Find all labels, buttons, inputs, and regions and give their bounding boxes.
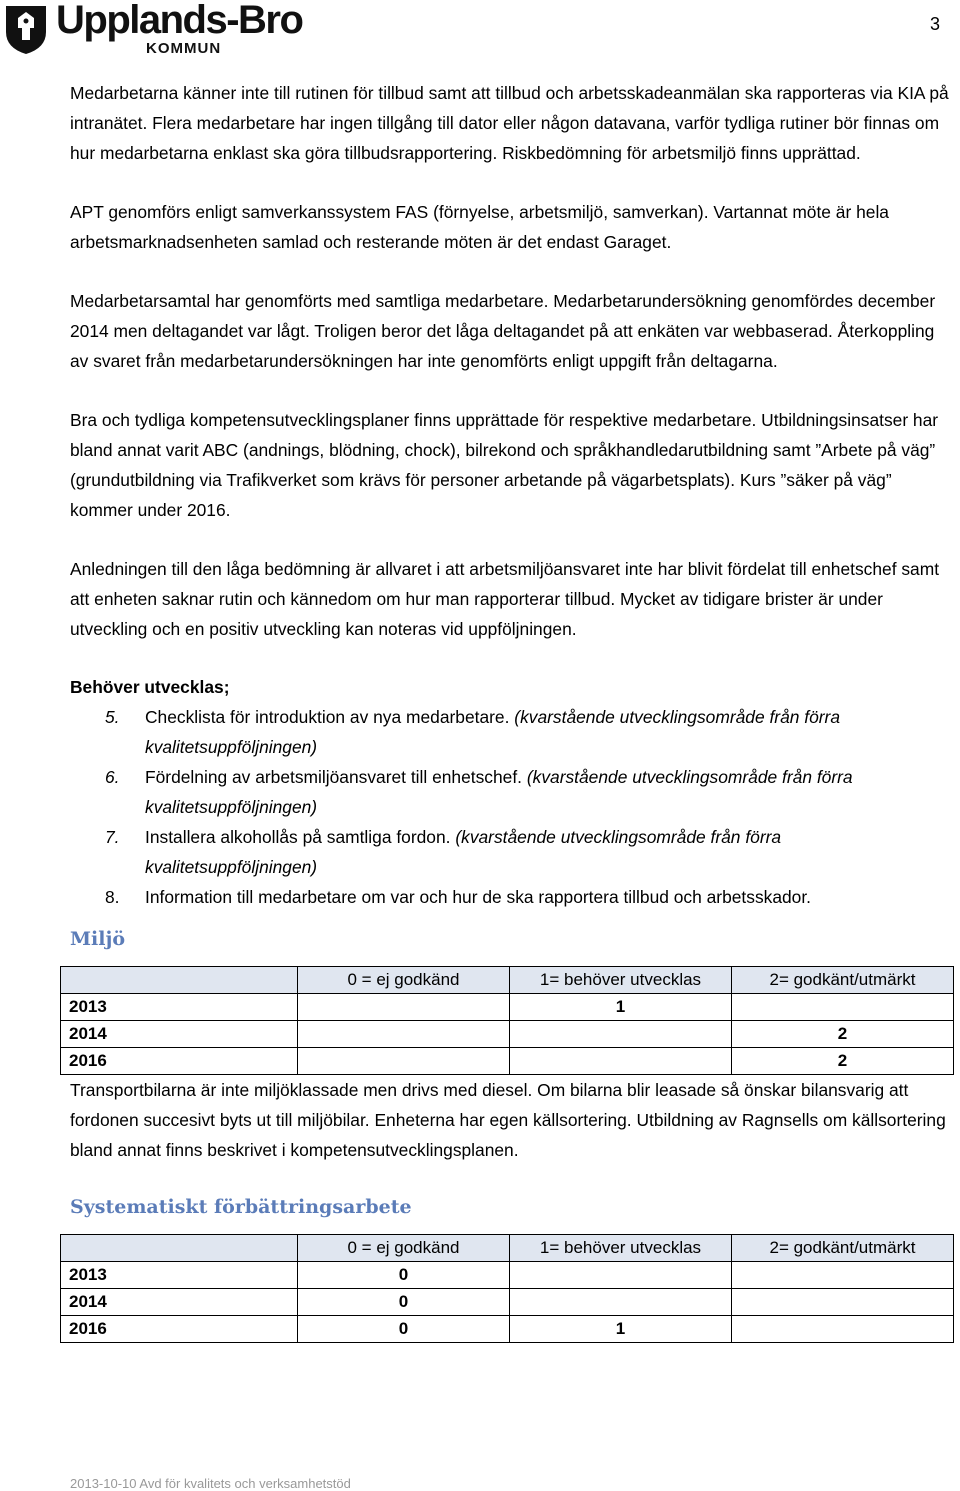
table-header-cell: 0 = ej godkänd — [298, 967, 510, 994]
table-cell — [732, 1316, 954, 1343]
table-cell-year: 2016 — [61, 1048, 298, 1075]
table-cell-year: 2014 — [61, 1021, 298, 1048]
paragraph-tillbud: Medarbetarna känner inte till rutinen för tillbud samt att tillbud och arbetsskadeanmälan ska rapporteras via KIA på intranätet. Flera medarbetare har ingen tillgång till dator eller någon datavana, varför tydliga rutiner bör finnas om hur medarbetarna enklast ska göra tillbudsrapportering. Riskbedömning för arbetsmiljö finns upprättad. — [70, 83, 949, 163]
table-row — [61, 1021, 954, 1048]
table-cell-year: 2013 — [61, 994, 298, 1021]
table-cell: 1 — [510, 994, 732, 1021]
systematiskt-score-table — [60, 1234, 954, 1343]
table-header-row — [61, 1235, 954, 1262]
list-item — [70, 762, 950, 822]
table-header-cell: 1= behöver utvecklas — [510, 967, 732, 994]
list-item-note: (kvarstående utvecklingsområde från förra kvalitetsuppföljningen) — [145, 767, 853, 817]
section-title-systematiskt: Systematiskt förbättringsarbete — [70, 1196, 412, 1218]
table-row — [61, 1048, 954, 1075]
table-header-cell: 0 = ej godkänd — [298, 1235, 510, 1262]
table-cell-year: 2013 — [61, 1262, 298, 1289]
table-cell-year: 2014 — [61, 1289, 298, 1316]
list-item — [70, 822, 950, 882]
list-item-number: 5. — [105, 707, 120, 727]
table-cell — [510, 1289, 732, 1316]
table-cell: 1 — [510, 1316, 732, 1343]
municipality-logo — [4, 2, 324, 60]
miljo-score-table — [60, 966, 954, 1075]
table-row — [61, 1262, 954, 1289]
document-body — [70, 78, 950, 1343]
logo-subtitle: KOMMUN — [146, 40, 222, 57]
table-header-cell — [61, 967, 298, 994]
list-item-note: (kvarstående utvecklingsområde från förra kvalitetsuppföljningen) — [145, 827, 782, 877]
table-cell: 0 — [298, 1262, 510, 1289]
paragraph-medarbetarsamtal: Medarbetarsamtal har genomförts med samtliga medarbetare. Medarbetarundersökning genomfördes december 2014 men deltagandet var lågt. Troligen beror det låga deltagandet på att enkäten var webbaserad. Återkoppling av svaret från medarbetarundersökningen har inte genomförts enligt uppgift från deltagarna. — [70, 291, 936, 371]
table-cell: 2 — [732, 1048, 954, 1075]
section-title-miljo: Miljö — [70, 928, 126, 950]
page-number: 3 — [929, 14, 940, 34]
table-cell — [732, 994, 954, 1021]
table-cell — [510, 1048, 732, 1075]
needs-list — [70, 702, 950, 912]
logo-wordmark: Upplands-Bro — [56, 0, 303, 42]
table-cell: 2 — [732, 1021, 954, 1048]
table-cell — [510, 1262, 732, 1289]
table-cell — [510, 1021, 732, 1048]
table-row — [61, 1289, 954, 1316]
list-item-number: 7. — [105, 827, 120, 847]
paragraph-miljo: Transportbilarna är inte miljöklassade men drivs med diesel. Om bilarna blir leasade så önskar bilansvarig att fordonen succesivt byts ut till miljöbilar. Enheterna har egen källsortering. Utbildning av Ragnsells om källsortering bland annat finns beskrivet i kompetensutvecklingsplanen. — [70, 1080, 946, 1160]
list-item-text: Fördelning av arbetsmiljöansvaret till enhetschef. — [145, 767, 522, 787]
table-header-cell: 2= godkänt/utmärkt — [732, 1235, 954, 1262]
list-item-text: Information till medarbetare om var och hur de ska rapportera tillbud och arbetsskador. — [145, 887, 812, 907]
paragraph-anledning: Anledningen till den låga bedömning är allvaret i att arbetsmiljöansvaret inte har blivit fördelat till enhetschef samt att enheten saknar rutin och kännedom om hur man rapporterar tillbud. Mycket av tidigare brister är under utveckling och en positiv utveckling kan noteras vid uppföljningen. — [70, 559, 940, 639]
table-cell: 0 — [298, 1289, 510, 1316]
list-item-note: (kvarstående utvecklingsområde från förra kvalitetsuppföljningen) — [145, 707, 841, 757]
list-item-text: Installera alkohollås på samtliga fordon. — [145, 827, 451, 847]
table-cell — [298, 1021, 510, 1048]
table-cell — [298, 1048, 510, 1075]
table-row — [61, 994, 954, 1021]
needs-heading: Behöver utvecklas; — [70, 677, 230, 697]
table-cell — [732, 1289, 954, 1316]
table-row — [61, 1316, 954, 1343]
list-item — [70, 882, 950, 912]
list-item-text: Checklista för introduktion av nya medarbetare. — [145, 707, 510, 727]
table-cell — [732, 1262, 954, 1289]
table-header-cell — [61, 1235, 298, 1262]
table-header-cell: 2= godkänt/utmärkt — [732, 967, 954, 994]
coat-of-arms-icon — [4, 4, 48, 56]
table-cell: 0 — [298, 1316, 510, 1343]
table-header-cell: 1= behöver utvecklas — [510, 1235, 732, 1262]
table-cell-year: 2016 — [61, 1316, 298, 1343]
paragraph-kompetens: Bra och tydliga kompetensutvecklingsplaner finns upprättade för respektive medarbetare. Utbildningsinsatser har bland annat varit ABC (andnings, blödning, chock), bilrekond och språkhandledarutbildning samt ”Arbete på väg” (grundutbildning via Trafikverket som krävs för personer arbetande på vägarbetsplats). Kurs ”säker på väg” kommer under 2016. — [70, 410, 939, 520]
paragraph-apt: APT genomförs enligt samverkanssystem FAS (förnyelse, arbetsmiljö, samverkan). Vartannat möte är hela arbetsmarknadsenheten samlad och resterande möten är det endast Garaget. — [70, 202, 889, 252]
table-header-row — [61, 967, 954, 994]
list-item-number: 8. — [105, 887, 120, 907]
list-item-number: 6. — [105, 767, 120, 787]
page-footer: 2013-10-10 Avd för kvalitets och verksamhetstöd — [70, 1476, 351, 1491]
list-item — [70, 702, 950, 762]
table-cell — [298, 994, 510, 1021]
